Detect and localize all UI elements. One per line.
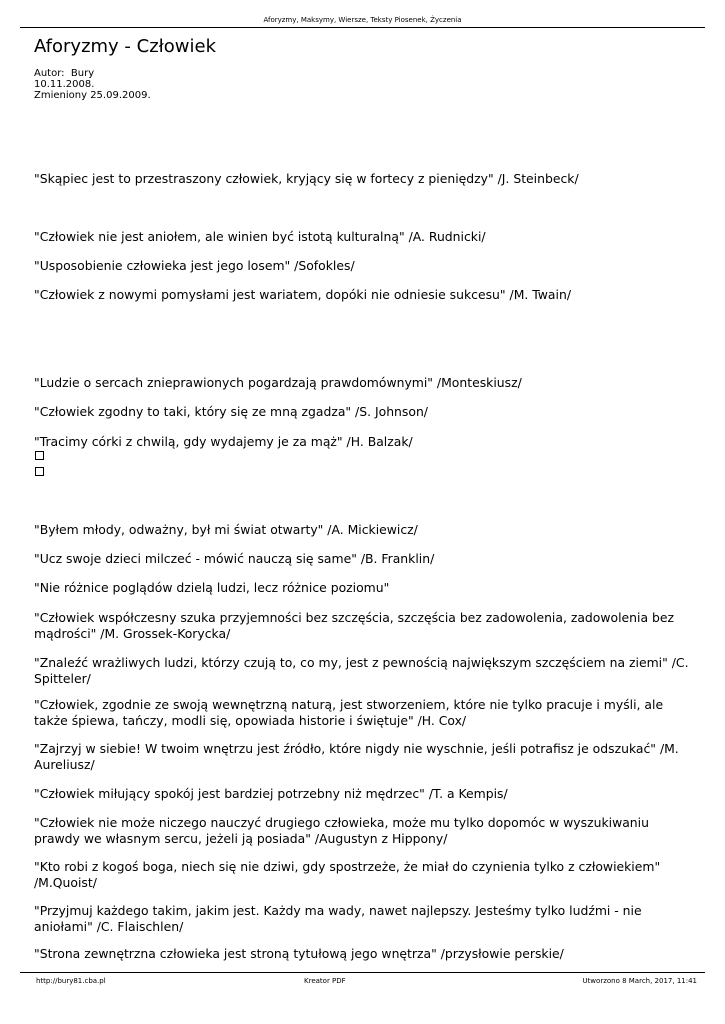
document-meta <box>34 68 151 101</box>
quote-7: "Tracimy córki z chwilą, gdy wydajemy je za mąż" /H. Balzak/ <box>34 434 413 449</box>
quote-19: "Strona zewnętrzna człowieka jest stroną tytułową jego wnętrza" /przysłowie perskie/ <box>34 946 564 961</box>
quote-14: "Zajrzyj w siebie! W twoim wnętrzu jest źródło, które nigdy nie wyschnie, jeśli potrafisz je odszukać" /M. Aureliusz/ <box>34 741 679 772</box>
quote-5: "Ludzie o sercach znieprawionych pogardzają prawdomównymi" /Monteskiusz/ <box>34 375 522 390</box>
quote-10: "Nie różnice poglądów dzielą ludzi, lecz różnice poziomu" <box>34 580 390 595</box>
quote-3: "Usposobienie człowieka jest jego losem" /Sofokles/ <box>34 258 355 273</box>
quote-16: "Człowiek nie może niczego nauczyć drugiego człowieka, może mu tylko dopomóc w wyszukiwaniu prawdy we własnym sercu, jeżeli ją posiada" /Augustyn z Hippony/ <box>34 815 649 846</box>
footer-divider <box>20 972 705 973</box>
page-header: Aforyzmy, Maksymy, Wiersze, Teksty Piosenek, Życzenia <box>263 16 462 24</box>
quote-12: "Znaleźć wrażliwych ludzi, którzy czują to, co my, jest z pewnością największym szczęściem na ziemi" /C. Spitteler/ <box>34 655 689 686</box>
quote-13: "Człowiek, zgodnie ze swoją wewnętrzną naturą, jest stworzeniem, które nie tylko pracuje i myśli, ale także śpiewa, tańczy, modli się, opowiada historie i świętuje" /H. Cox/ <box>34 697 664 728</box>
quote-9: "Ucz swoje dzieci milczeć - mówić nauczą się same" /B. Franklin/ <box>34 551 435 566</box>
modified-line: Zmieniony 25.09.2009. <box>34 90 151 101</box>
footer-created: Utworzono 8 March, 2017, 11:41 <box>582 977 697 985</box>
page-title: Aforyzmy - Człowiek <box>34 36 217 57</box>
checkbox-glyph <box>35 467 44 476</box>
checkbox-glyph <box>35 451 44 460</box>
quote-2: "Człowiek nie jest aniołem, ale winien być istotą kulturalną" /A. Rudnicki/ <box>34 229 486 244</box>
quote-8: "Byłem młody, odważny, był mi świat otwarty" /A. Mickiewicz/ <box>34 522 418 537</box>
footer-url: http://bury81.cba.pl <box>36 977 106 985</box>
quote-6: "Człowiek zgodny to taki, który się ze mną zgadza" /S. Johnson/ <box>34 404 428 419</box>
quote-1: "Skąpiec jest to przestraszony człowiek, kryjący się w fortecy z pieniędzy" /J. Steinbeck/ <box>34 171 579 186</box>
quote-15: "Człowiek miłujący spokój jest bardziej potrzebny niż mędrzec" /T. a Kempis/ <box>34 786 508 801</box>
quote-11: "Człowiek współczesny szuka przyjemności bez szczęścia, szczęścia bez zadowolenia, zadowolenia bez mądrości" /M. Grossek-Korycka/ <box>34 610 674 641</box>
quote-4: "Człowiek z nowymi pomysłami jest wariatem, dopóki nie odniesie sukcesu" /M. Twain/ <box>34 287 571 302</box>
date-line: 10.11.2008. <box>34 79 95 90</box>
author-line: Autor: Bury <box>34 68 95 79</box>
quote-18: "Przyjmuj każdego takim, jakim jest. Każdy ma wady, nawet najlepszy. Jesteśmy tylko ludźmi - nie aniołami" /C. Flaischlen/ <box>34 903 642 934</box>
footer-generator: Kreator PDF <box>304 977 346 985</box>
header-divider <box>20 27 705 28</box>
quote-17: "Kto robi z kogoś boga, niech się nie dziwi, gdy spostrzeże, że miał do czynienia tylko z człowiekiem" /M.Quoist/ <box>34 859 661 890</box>
